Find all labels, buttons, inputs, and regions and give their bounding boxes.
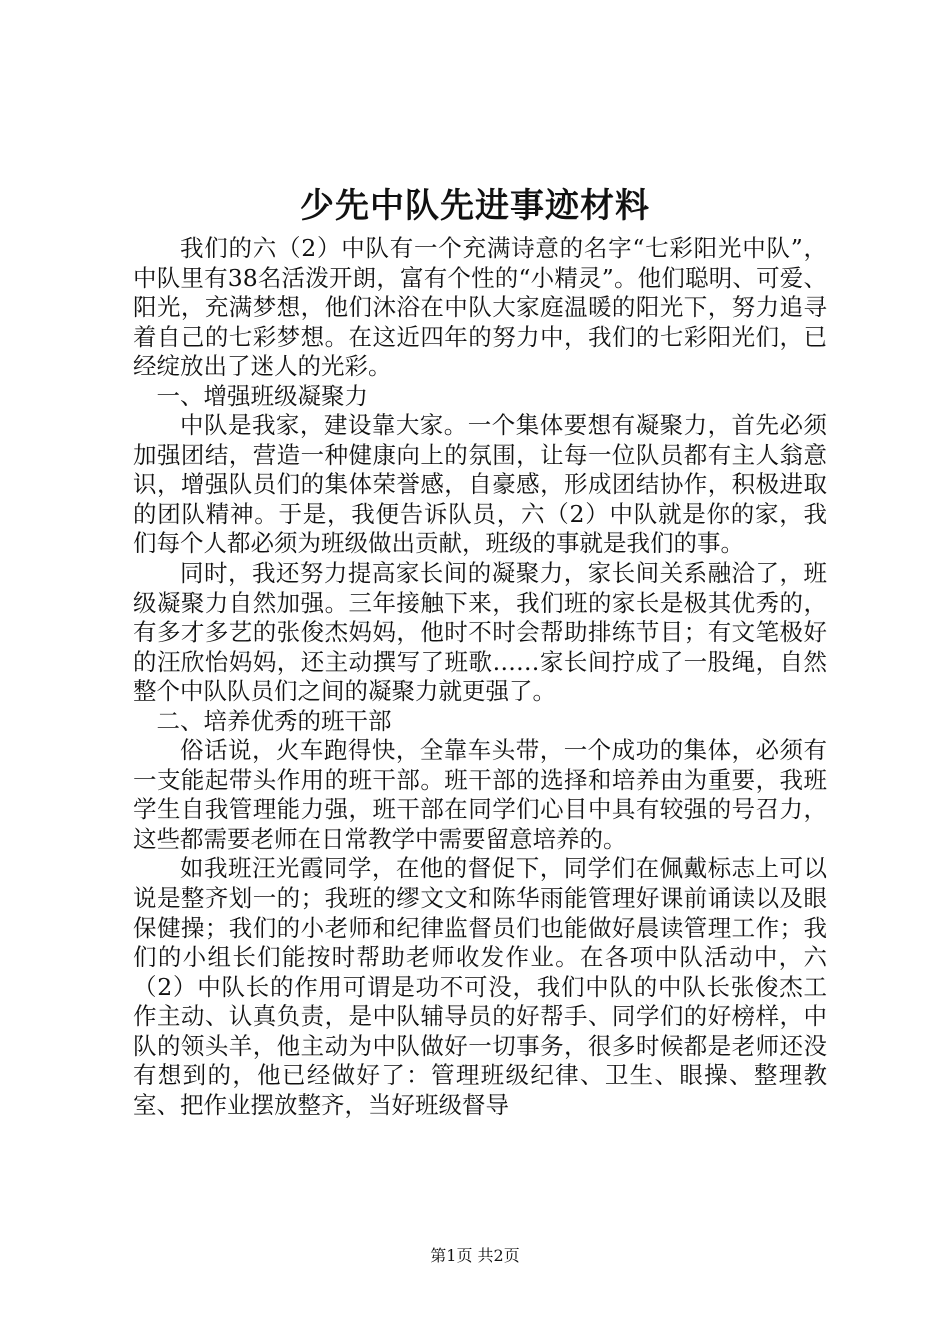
section-heading: 一、增强班级凝聚力 (156, 381, 368, 410)
body-paragraph: 中队是我家，建设靠大家。一个集体要想有凝聚力，首先必须加强团结，营造一种健康向上的氛围，让每一位队员都有主人翁意识，增强队员们的集体荣誉感，自豪感，形成团结协作，积极进取的团队精神。于是，我便告诉队员，六（2）中队就是你的家，我们每个人都必须为班级做出贡献，班级的事就是我们的事。 (133, 411, 827, 558)
body-paragraph: 我们的六（2）中队有一个充满诗意的名字“七彩阳光中队”，中队里有38名活泼开朗，富有个性的“小精灵”。他们聪明、可爱、阳光，充满梦想，他们沐浴在中队大家庭温暖的阳光下，努力追寻着自己的七彩梦想。在这近四年的努力中，我们的七彩阳光们，已经绽放出了迷人的光彩。 (133, 234, 827, 381)
section-heading: 二、培养优秀的班干部 (156, 706, 392, 735)
body-paragraph: 同时，我还努力提高家长间的凝聚力，家长间关系融洽了，班级凝聚力自然加强。三年接触下来，我们班的家长是极其优秀的，有多才多艺的张俊杰妈妈，他时不时会帮助排练节目；有文笔极好的汪欣怡妈妈，还主动撰写了班歌……家长间拧成了一股绳，自然整个中队队员们之间的凝聚力就更强了。 (133, 559, 827, 706)
document-body (133, 234, 827, 1120)
document-title: 少先中队先进事迹材料 (300, 186, 650, 226)
body-paragraph: 如我班汪光霞同学，在他的督促下，同学们在佩戴标志上可以说是整齐划一的；我班的缪文文和陈华雨能管理好课前诵读以及眼保健操；我们的小老师和纪律监督员们也能做好晨读管理工作；我们的小组长们能按时帮助老师收发作业。在各项中队活动中，六（2）中队长的作用可谓是功不可没，我们中队的中队长张俊杰工作主动、认真负责，是中队辅导员的好帮手、同学们的好榜样，中队的领头羊，他主动为中队做好一切事务，很多时候都是老师还没有想到的，他已经做好了：管理班级纪律、卫生、眼操、整理教室、把作业摆放整齐，当好班级督导 (133, 854, 827, 1119)
body-paragraph: 俗话说，火车跑得快，全靠车头带，一个成功的集体，必须有一支能起带头作用的班干部。班干部的选择和培养由为重要，我班学生自我管理能力强，班干部在同学们心目中具有较强的号召力，这些都需要老师在日常教学中需要留意培养的。 (133, 736, 827, 853)
page-footer: 第1页 共2页 (430, 1246, 520, 1265)
